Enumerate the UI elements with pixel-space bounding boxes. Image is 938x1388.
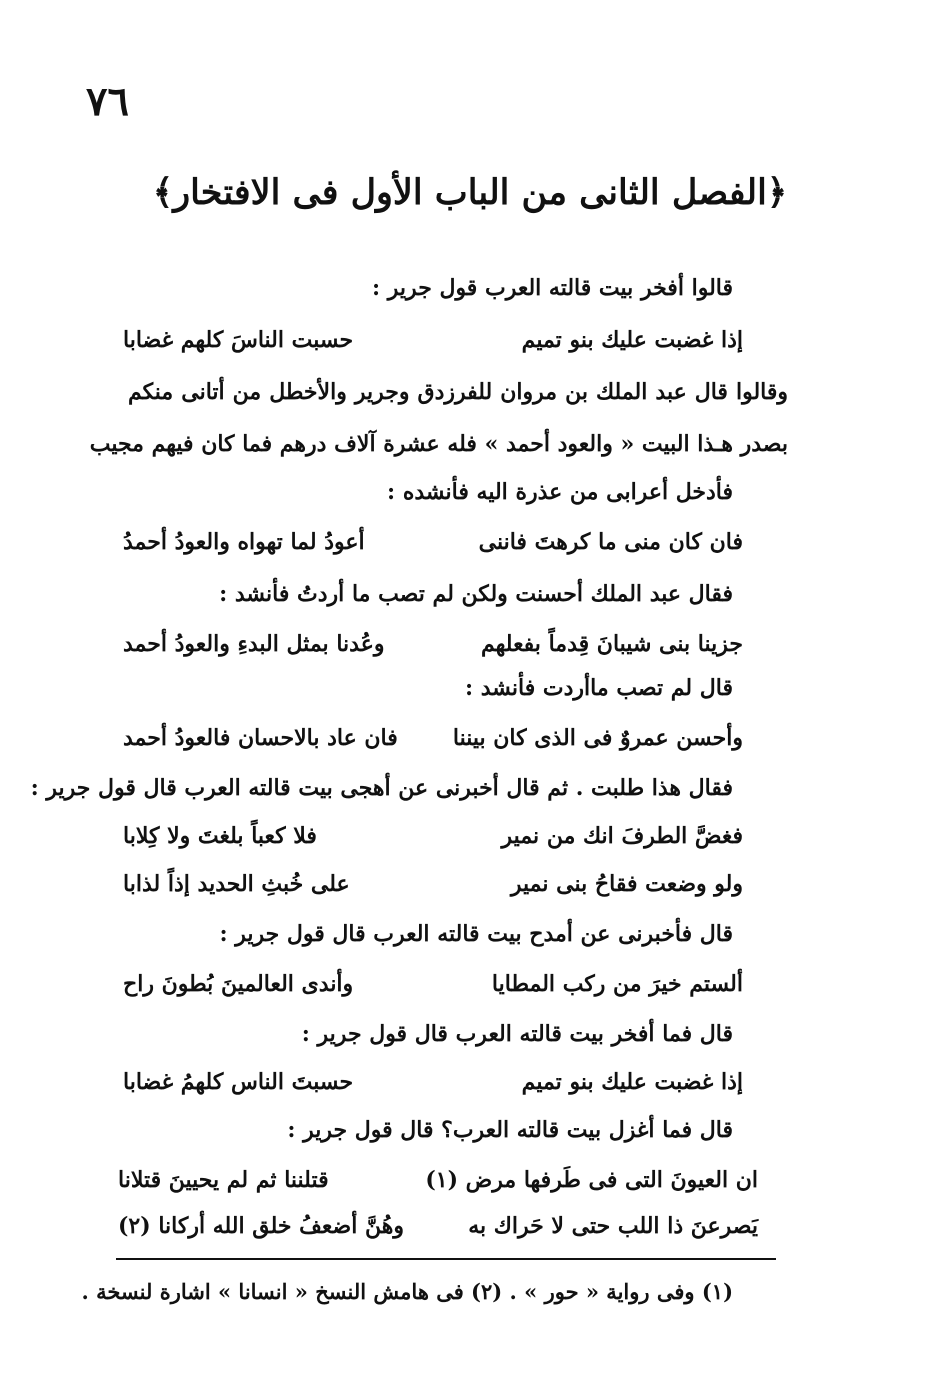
verse-line: [123, 862, 743, 906]
prose-line: وقالوا قال عبد الملك بن مروان للفرزدق وجرير والأخطل من أتانى منكم: [128, 379, 788, 405]
prose-line: قال فما أفخر بيت قالته العرب قال قول جرير :: [301, 1021, 733, 1047]
verse-hemistich-second: أعودُ لما تهواه والعودُ أحمدُ: [123, 529, 365, 555]
prose-line: فقال عبد الملك أحسنت ولكن لم تصب ما أردتُ فأنشد :: [219, 581, 733, 607]
verse-hemistich-second: وهُنَّ أضعفُ خلق الله أركانا (٢): [118, 1213, 404, 1239]
footnote: (١) وفى رواية « حور » . (٢) فى هامش النسخ « انسانا » اشارة لنسخة .: [81, 1279, 733, 1304]
verse-line: [123, 716, 743, 760]
chapter-title: ﴿الفصل الثانى من الباب الأول فى الافتخار﴾: [152, 172, 788, 213]
verse-line: [118, 1158, 758, 1202]
prose-line: فأدخل أعرابى من عذرة اليه فأنشده :: [387, 479, 733, 505]
verse-line: [123, 520, 743, 564]
prose-line: قالوا أفخر بيت قالته العرب قول جرير :: [372, 275, 733, 301]
verse-hemistich-second: على خُبثِ الحديد إذاً لذابا: [123, 871, 350, 897]
prose-line: قال لم تصب ماأردت فأنشد :: [464, 675, 733, 701]
prose-line: قال فأخبرنى عن أمدح بيت قالته العرب قال قول جرير :: [219, 921, 733, 947]
verse-hemistich-second: وأندى العالمينَ بُطونَ راح: [123, 971, 354, 997]
verse-hemistich-first: جزينا بنى شيبانَ قِدماً بفعلهم: [481, 631, 743, 657]
verse-hemistich-first: وأحسن عمروٌ فى الذى كان بيننا: [452, 725, 743, 751]
verse-hemistich-second: فان عاد بالاحسان فالعودُ أحمد: [123, 725, 398, 751]
footnote-divider: [116, 1258, 776, 1260]
verse-hemistich-second: حسبت الناسَ كلهم غضابا: [123, 327, 354, 353]
verse-line: [123, 318, 743, 362]
verse-line: [123, 962, 743, 1006]
prose-line: فقال هذا طلبت . ثم قال أخبرنى عن أهجى بيت قالته العرب قال قول جرير :: [30, 775, 733, 801]
verse-hemistich-first: ولو وضعت فقاحُ بنى نمير: [510, 871, 743, 897]
verse-hemistich-first: ألستم خيرَ من ركب المطايا: [491, 971, 743, 997]
verse-hemistich-second: وعُدنا بمثل البدءِ والعودُ أحمد: [123, 631, 385, 657]
page-number: ٧٦: [86, 78, 129, 125]
verse-line: [123, 622, 743, 666]
verse-hemistich-first: فان كان منى ما كرهتَ فاننى: [478, 529, 743, 555]
verse-line: [123, 1060, 743, 1104]
verse-hemistich-first: فغضَّ الطرفَ انك من نمير: [501, 823, 743, 849]
prose-line: بصدر هـذا البيت « والعود أحمد » فله عشرة آلاف درهم فما كان فيهم مجيب: [89, 431, 788, 457]
verse-line: [123, 814, 743, 858]
verse-hemistich-first: ان العيونَ التى فى طَرفها مرض (١): [425, 1167, 758, 1193]
verse-hemistich-first: إذا غضبت عليك بنو تميم: [521, 1069, 743, 1095]
verse-hemistich-second: فلا كعباً بلغتَ ولا كِلابا: [123, 823, 317, 849]
verse-hemistich-first: يَصرعنَ ذا اللب حتى لا حَراك به: [468, 1213, 758, 1239]
verse-hemistich-first: إذا غضبت عليك بنو تميم: [521, 327, 743, 353]
verse-line: [118, 1204, 758, 1248]
prose-line: قال فما أغزل بيت قالته العرب؟ قال قول جرير :: [287, 1117, 733, 1143]
verse-hemistich-second: قتلننا ثم لم يحيينَ قتلانا: [118, 1167, 329, 1193]
verse-hemistich-second: حسبتَ الناس كلهمُ غضابا: [123, 1069, 354, 1095]
